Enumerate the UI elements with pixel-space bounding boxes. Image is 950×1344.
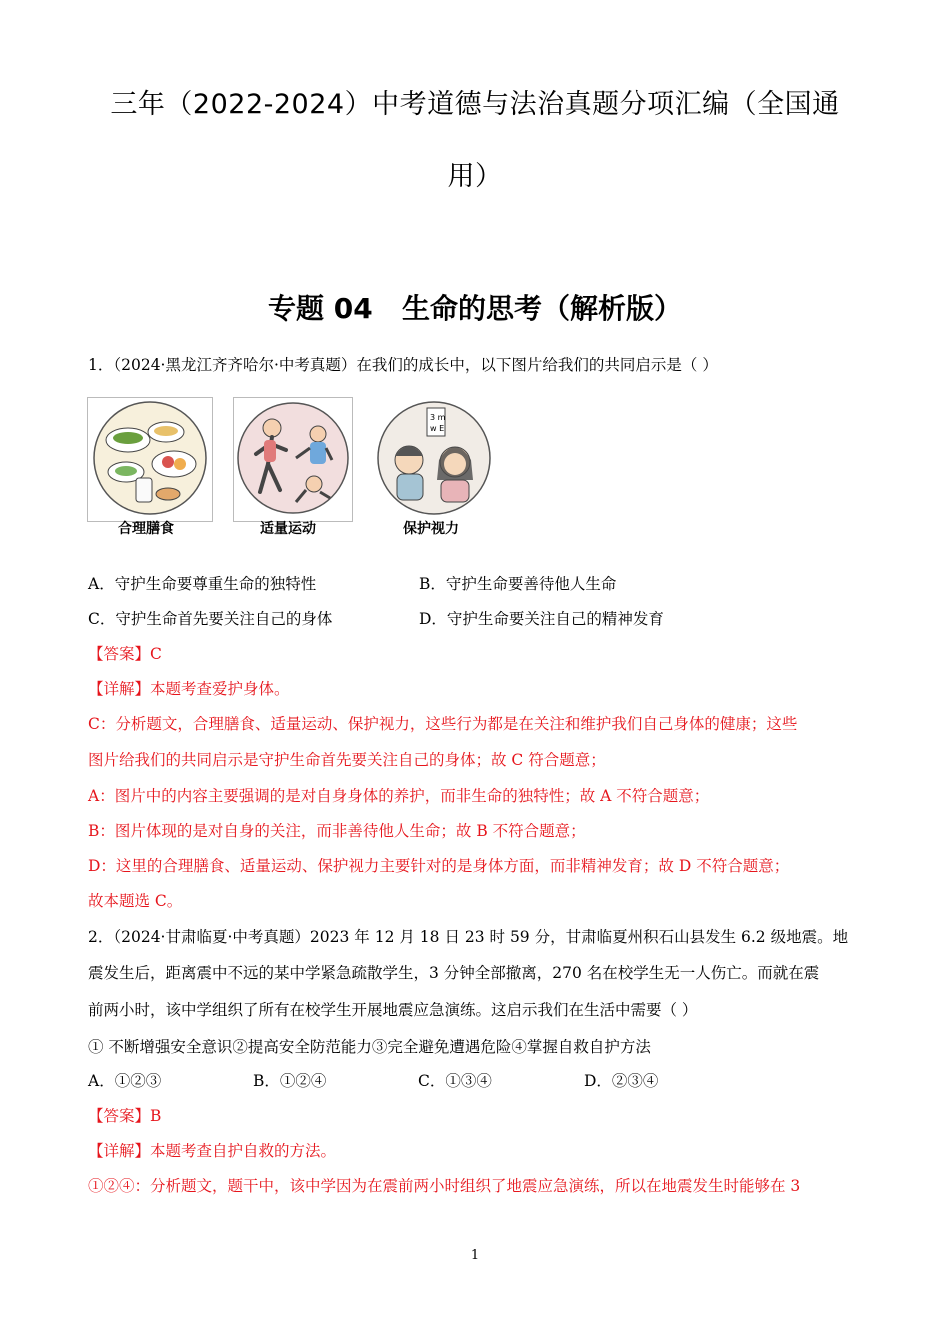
q2-option-b: B．①②④ xyxy=(253,1072,327,1090)
q1-explain-line: 图片给我们的共同启示是守护生命首先要关注自己的身体；故 C 符合题意； xyxy=(88,751,606,769)
q2-option-a: A．①②③ xyxy=(88,1072,162,1090)
q1-explain-line: D：这里的合理膳食、适量运动、保护视力主要针对的是身体方面，而非精神发育；故 D 不符合题意； xyxy=(88,857,790,875)
q2-stem-line: 震发生后，距离震中不远的某中学紧急疏散学生，3 分钟全部撤离，270 名在校学生无一人伤亡。而就在震 xyxy=(88,964,820,982)
q2-stem-line: 前两小时，该中学组织了所有在校学生开展地震应急演练。这启示我们在生活中需要（ ） xyxy=(88,1001,698,1019)
q1-caption-exercise: 适量运动 xyxy=(260,521,316,537)
q2-explain-line: ①②④：分析题文，题干中，该中学因为在震前两小时组织了地震应急演练，所以在地震发生时能够在 3 xyxy=(88,1177,801,1195)
svg-text:w E: w E xyxy=(430,424,445,433)
healthy-food-icon xyxy=(88,398,212,521)
q1-explain-line: A：图片中的内容主要强调的是对自身身体的养护，而非生命的独特性；故 A 不符合题意； xyxy=(88,787,710,805)
q1-explain-head: 【详解】本题考查爱护身体。 xyxy=(88,680,290,698)
q1-explain-line: C：分析题文，合理膳食、适量运动、保护视力，这些行为都是在关注和维护我们自己身体的健康；这些 xyxy=(88,715,798,733)
q1-option-c: C．守护生命首先要关注自己的身体 xyxy=(88,610,333,628)
q2-items: ① 不断增强安全意识②提高安全防范能力③完全避免遭遇危险④掌握自救自护方法 xyxy=(88,1038,651,1056)
page-number: 1 xyxy=(470,1248,480,1263)
q1-explain-line: B：图片体现的是对自身的关注，而非善待他人生命；故 B 不符合题意； xyxy=(88,822,586,840)
q1-explain-line: 故本题选 C。 xyxy=(88,892,183,910)
document-title-line2: 用） xyxy=(447,161,503,192)
q1-option-d: D．守护生命要关注自己的精神发育 xyxy=(419,610,664,628)
q1-image-exercise xyxy=(233,397,353,522)
q1-image-eyesight xyxy=(374,397,494,522)
eyesight-icon xyxy=(375,398,493,521)
q2-option-d: D．②③④ xyxy=(584,1072,659,1090)
q1-caption-food: 合理膳食 xyxy=(118,521,174,537)
q1-option-b: B．守护生命要善待他人生命 xyxy=(419,575,617,593)
q1-stem: 1．（2024·黑龙江齐齐哈尔·中考真题）在我们的成长中，以下图片给我们的共同启示是（ ） xyxy=(88,356,718,374)
q1-caption-eyesight: 保护视力 xyxy=(403,521,459,537)
q1-answer: 【答案】C xyxy=(88,645,162,663)
section-subtitle: 专题 04 生命的思考（解析版） xyxy=(268,292,682,325)
q2-answer: 【答案】B xyxy=(88,1107,162,1125)
svg-text:3 m: 3 m xyxy=(430,413,446,422)
q2-explain-head: 【详解】本题考查自护自救的方法。 xyxy=(88,1142,337,1160)
q1-option-a: A．守护生命要尊重生命的独特性 xyxy=(88,575,317,593)
document-title-line1: 三年（2022-2024）中考道德与法治真题分项汇编（全国通 xyxy=(110,89,840,120)
q2-stem-line: 2．（2024·甘肃临夏·中考真题）2023 年 12 月 18 日 23 时 59 分，甘肃临夏州积石山县发生 6.2 级地震。地 xyxy=(88,928,849,946)
exercise-icon xyxy=(234,398,352,521)
q2-option-c: C．①③④ xyxy=(418,1072,492,1090)
q1-image-food xyxy=(87,397,213,522)
